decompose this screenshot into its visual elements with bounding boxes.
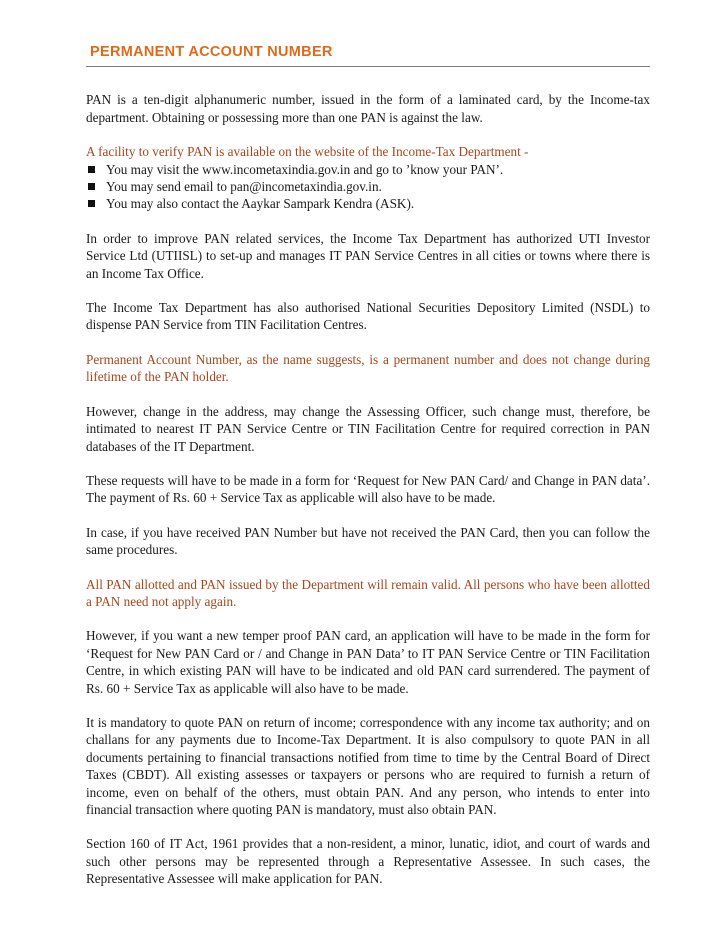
facility-list — [86, 161, 650, 213]
verify-facility-section — [86, 143, 650, 213]
body-paragraph: In order to improve PAN related services, the Income Tax Department has authorized UTI Investor Service Ltd (UTIISL) to set-up and manages IT PAN Service Centres in all cities or towns where there is an Income Tax Office. — [86, 230, 650, 281]
list-item-text: You may send email to pan@incometaxindia.gov.in. — [106, 179, 382, 195]
body-paragraph: It is mandatory to quote PAN on return of income; correspondence with any income tax authority; and on challans for any payments due to Income-Tax Department. It is also compulsory to quote PAN in all documents pertaining to financial transactions notified from time to time by the Central Board of Direct Taxes (CBDT). All existing assesses or taxpayers or persons who are required to furnish a return of income, even on behalf of the others, must obtain PAN. And any person, who intends to enter into financial transaction where quoting PAN is mandatory, must also obtain PAN. — [86, 714, 650, 817]
square-bullet-icon — [88, 200, 95, 207]
list-item-text: You may also contact the Aaykar Sampark Kendra (ASK). — [106, 196, 415, 212]
body-paragraph: In case, if you have received PAN Number but have not received the PAN Card, then you can follow the same procedures. — [86, 524, 650, 558]
body-paragraph: These requests will have to be made in a form for ‘Request for New PAN Card/ and Change in PAN data’. The payment of Rs. 60 + Service Tax as applicable will also have to be made. — [86, 472, 650, 506]
facility-heading: A facility to verify PAN is available on the website of the Income-Tax Department - — [86, 144, 529, 160]
list-item — [86, 195, 650, 212]
body-paragraph: Section 160 of IT Act, 1961 provides that a non-resident, a minor, lunatic, idiot, and court of wards and such other persons may be represented through a Representative Assessee. In such cases, the Representative Assessee will make application for PAN. — [86, 836, 650, 887]
body-paragraph: The Income Tax Department has also authorised National Securities Depository Limited (NSDL) to dispense PAN Service from TIN Facilitation Centres. — [86, 300, 650, 333]
square-bullet-icon — [88, 166, 95, 173]
body-paragraph: However, change in the address, may change the Assessing Officer, such change must, therefore, be intimated to nearest IT PAN Service Centre or TIN Facilitation Centre for required correction in PAN databases of the IT Department. — [86, 403, 650, 454]
highlight-paragraph: Permanent Account Number, as the name suggests, is a permanent number and does not change during lifetime of the PAN holder. — [86, 351, 650, 385]
body-paragraph: However, if you want a new temper proof PAN card, an application will have to be made in the form for ‘Request for New PAN Card or / and Change in PAN Data’ to IT PAN Service Centre or TIN Facilitation Centre, in which existing PAN will have to be indicated and old PAN card surrendered. The payment of Rs. 60 + Service Tax as applicable will also have to be made. — [86, 628, 650, 696]
list-item-text: You may visit the www.incometaxindia.gov.in and go to ’know your PAN’. — [106, 161, 504, 177]
title-divider — [86, 66, 650, 67]
page-title: PERMANENT ACCOUNT NUMBER — [90, 44, 333, 60]
document-page — [86, 44, 650, 905]
highlight-paragraph: All PAN allotted and PAN issued by the Department will remain valid. All persons who have been allotted a PAN need not apply again. — [86, 576, 650, 609]
list-item — [86, 178, 650, 195]
square-bullet-icon — [88, 183, 95, 190]
list-item — [86, 161, 650, 178]
intro-paragraph: PAN is a ten-digit alphanumeric number, issued in the form of a laminated card, by the Income-tax department. Obtaining or possessing more than one PAN is against the law. — [86, 92, 650, 125]
